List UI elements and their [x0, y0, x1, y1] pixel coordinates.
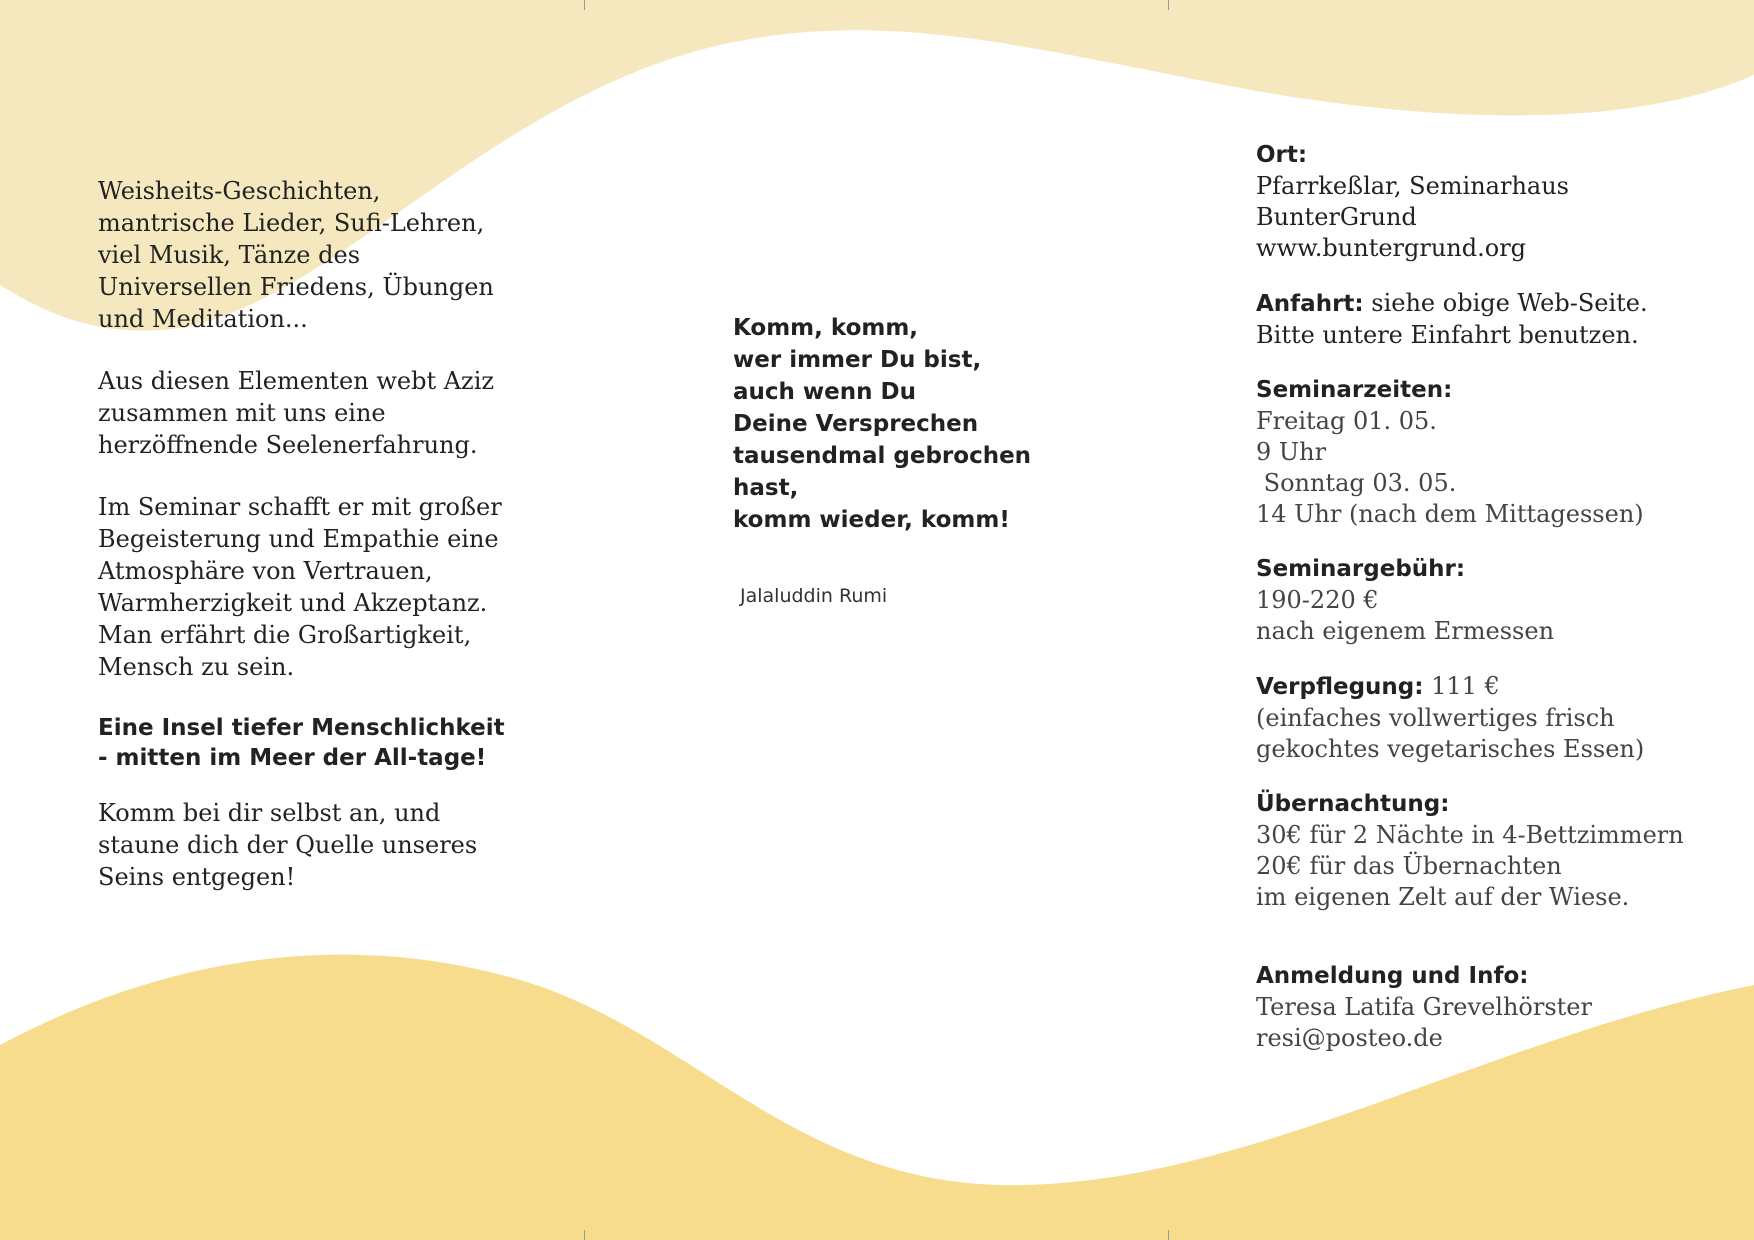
- fee-note: nach eigenem Ermessen: [1256, 617, 1555, 645]
- times-line: Freitag 01. 05.: [1256, 407, 1437, 435]
- directions-label: Anfahrt:: [1256, 291, 1364, 317]
- accommodation-line: 20€ für das Übernachten: [1256, 852, 1562, 880]
- contact-section: [1256, 961, 1696, 1054]
- left-panel: [98, 175, 518, 923]
- catering-line: (einfaches vollwertiges frisch: [1256, 704, 1615, 732]
- fold-mark: [584, 0, 585, 10]
- fee-section: [1256, 554, 1696, 647]
- contact-email[interactable]: resi@posteo.de: [1256, 1024, 1443, 1052]
- contact-name: Teresa Latifa Grevelhörster: [1256, 993, 1592, 1021]
- poem-line: Komm, komm,: [733, 315, 919, 341]
- catering-line: gekochtes vegetarisches Essen): [1256, 735, 1645, 763]
- accommodation-line: im eigenen Zelt auf der Wiese.: [1256, 883, 1630, 911]
- directions-section: [1256, 288, 1696, 351]
- poem-line: komm wieder, komm!: [733, 507, 1010, 533]
- intro-paragraph: Weisheits-Geschichten, mantrische Lieder, Sufi-Lehren, viel Musik, Tänze des Universellen Friedens, Übungen und Meditation...: [98, 177, 494, 333]
- times-line: 14 Uhr (nach dem Mittagessen): [1256, 500, 1644, 528]
- fee-amount: 190-220 €: [1256, 586, 1379, 614]
- poem-line: wer immer Du bist,: [733, 347, 982, 373]
- fee-label: Seminargebühr:: [1256, 556, 1466, 582]
- fold-mark: [1168, 1230, 1169, 1240]
- times-section: [1256, 375, 1696, 530]
- location-section: [1256, 140, 1696, 264]
- directions-line: Bitte untere Einfahrt benutzen.: [1256, 321, 1639, 349]
- poem: [733, 312, 1093, 536]
- location-line: Pfarrkeßlar, Seminarhaus: [1256, 172, 1569, 200]
- catering-section: [1256, 671, 1696, 765]
- seminar-paragraph: Im Seminar schafft er mit großer Begeisterung und Empathie eine Atmosphäre von Vertrauen, Warmherzigkeit und Akzeptanz. Man erfährt die Großartigkeit, Mensch zu sein.: [98, 493, 502, 681]
- accommodation-label: Übernachtung:: [1256, 791, 1450, 817]
- description-paragraph: Aus diesen Elementen webt Aziz zusammen mit uns eine herzöffnende Seelenerfahrung.: [98, 367, 495, 459]
- info-panel: [1256, 140, 1696, 1078]
- times-line: 9 Uhr: [1256, 438, 1327, 466]
- times-line: Sonntag 03. 05.: [1256, 469, 1457, 497]
- location-line: BunterGrund: [1256, 203, 1417, 231]
- poem-line: Deine Versprechen: [733, 411, 979, 437]
- poem-line: auch wenn Du: [733, 379, 916, 405]
- poem-line: tausendmal gebrochen hast,: [733, 443, 1032, 501]
- fold-mark: [584, 1230, 585, 1240]
- catering-price: 111 €: [1431, 672, 1500, 700]
- location-label: Ort:: [1256, 142, 1308, 168]
- website-link[interactable]: www.buntergrund.org: [1256, 234, 1527, 262]
- directions-text: siehe obige Web-Seite.: [1371, 289, 1648, 317]
- catering-label: Verpflegung:: [1256, 674, 1424, 700]
- times-label: Seminarzeiten:: [1256, 377, 1453, 403]
- fold-mark: [1168, 0, 1169, 10]
- contact-label: Anmeldung und Info:: [1256, 963, 1529, 989]
- closing-paragraph: Komm bei dir selbst an, und staune dich der Quelle unseres Seins entgegen!: [98, 799, 478, 891]
- accommodation-section: [1256, 789, 1696, 913]
- highlight-text: Eine Insel tiefer Menschlichkeit - mitten im Meer der All-tage!: [98, 715, 505, 771]
- accommodation-line: 30€ für 2 Nächte in 4-Bettzimmern: [1256, 821, 1684, 849]
- poem-author: Jalaluddin Rumi: [740, 585, 888, 607]
